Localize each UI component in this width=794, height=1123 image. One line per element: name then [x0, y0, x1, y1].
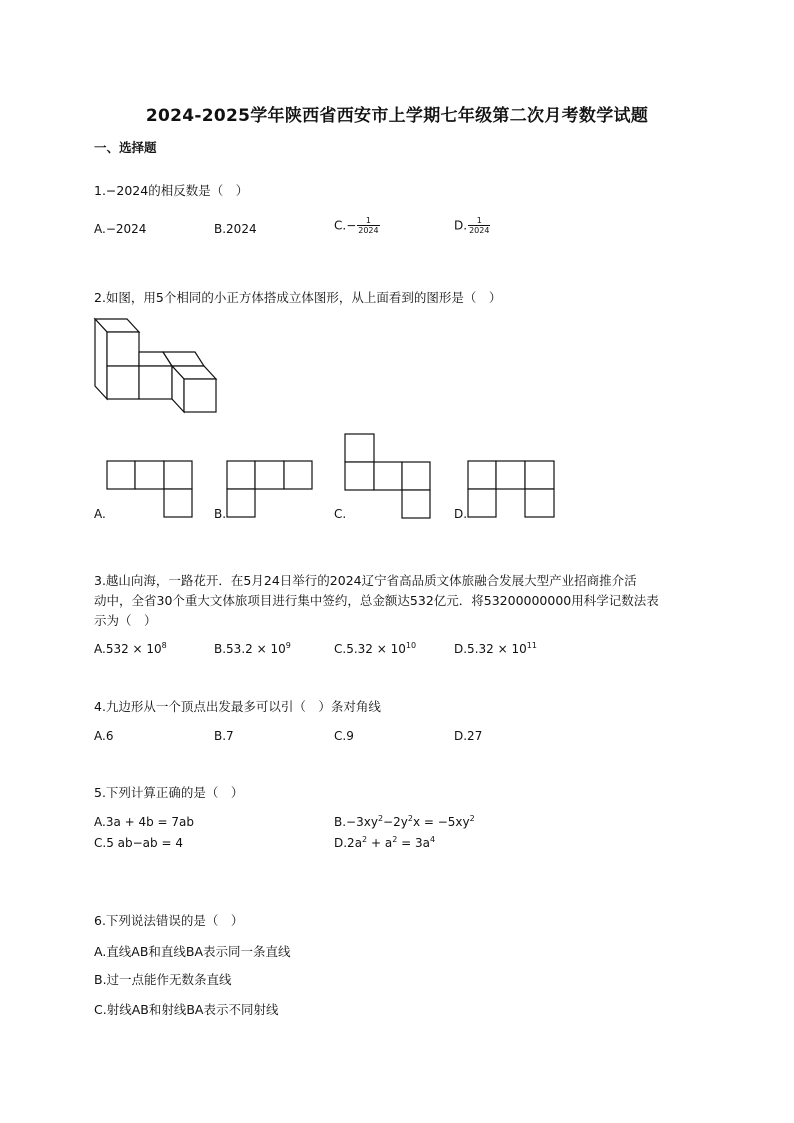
- option-text: D.5.32 × 10: [454, 642, 527, 656]
- question-2-option-b: B.: [214, 507, 227, 521]
- option-d-prefix: D.: [454, 218, 468, 233]
- question-3-line-2: 动中，全省30个重大文体旅项目进行集中签约，总金额达532亿元．将53200000000用科学记数法表: [94, 593, 659, 608]
- question-4-option-c: C.9: [334, 729, 354, 743]
- question-4-option-d: D.27: [454, 729, 483, 743]
- term: −2y: [383, 815, 408, 829]
- question-3-option-a: [94, 642, 167, 656]
- term: B.−3xy: [334, 815, 378, 829]
- option-d-figure: [468, 461, 554, 517]
- exponent: 9: [285, 641, 291, 650]
- exponent: 8: [161, 641, 167, 650]
- option-text: B.53.2 × 10: [214, 642, 286, 656]
- option-c-prefix: C.−: [334, 218, 357, 233]
- question-5-option-d: [334, 836, 435, 850]
- cube-front-face: [107, 332, 139, 366]
- exponent: 10: [405, 641, 417, 650]
- exponent: 2: [362, 835, 368, 844]
- question-6-option-a: A.直线AB和直线BA表示同一条直线: [94, 944, 291, 959]
- exponent: 2: [377, 814, 384, 823]
- question-1-option-a: A.−2024: [94, 222, 147, 236]
- option-c-figure: [345, 434, 430, 518]
- cube-front-face: [139, 366, 172, 399]
- cube-front-face: [184, 379, 216, 412]
- exponent: 2: [392, 835, 398, 844]
- question-4-stem: 4.九边形从一个顶点出发最多可以引（ ）条对角线: [94, 699, 381, 714]
- denominator: 2024: [358, 226, 379, 235]
- question-6-option-c: C.射线AB和射线BA表示不同射线: [94, 1002, 279, 1017]
- question-2-option-a: A.: [94, 507, 106, 521]
- question-3-option-d: [454, 642, 537, 656]
- question-5-option-c: C.5 ab−ab = 4: [94, 836, 183, 850]
- question-5-stem: 5.下列计算正确的是（ ）: [94, 785, 244, 800]
- option-a-figure: [107, 461, 192, 517]
- question-6-stem: 6.下列说法错误的是（ ）: [94, 913, 244, 928]
- question-3-line-1: 3.越山向海，一路花开．在5月24日举行的2024辽宁省高品质文体旅融合发展大型产业招商推介活: [94, 573, 637, 588]
- question-6-option-b: B.过一点能作无数条直线: [94, 972, 232, 987]
- exponent: 2: [407, 814, 413, 823]
- exponent: 11: [526, 641, 537, 650]
- term: D.2a: [334, 836, 363, 850]
- question-5-option-a: A.3a + 4b = 7ab: [94, 815, 195, 829]
- exponent: 2: [469, 814, 475, 823]
- option-text: A.532 × 10: [94, 642, 162, 656]
- numerator: 1: [357, 216, 379, 226]
- exponent: 4: [429, 835, 436, 844]
- question-3-line-3: 示为（ ）: [94, 613, 157, 628]
- option-text: C.5.32 × 10: [334, 642, 406, 656]
- question-2-option-c: C.: [334, 507, 347, 521]
- question-4-option-a: A.6: [94, 729, 114, 743]
- option-b-figure: [227, 461, 312, 517]
- question-2-stem: 2.如图，用5个相同的小正方体搭成立体图形，从上面看到的图形是（ ）: [94, 290, 502, 305]
- question-5-option-b: [334, 815, 475, 829]
- denominator: 2024: [469, 226, 490, 235]
- cube-front-face: [107, 366, 139, 399]
- question-4-option-b: B.7: [214, 729, 234, 743]
- question-1-stem: 1.−2024的相反数是（ ）: [94, 183, 249, 198]
- question-3-option-c: [334, 642, 416, 656]
- term: + a: [367, 836, 393, 850]
- section-heading: 一、选择题: [94, 140, 157, 155]
- question-1-option-b: B.2024: [214, 222, 257, 236]
- term: x = −5xy: [412, 815, 470, 829]
- numerator: 1: [468, 216, 490, 226]
- cube-side-face: [95, 319, 107, 399]
- question-3-option-b: [214, 642, 291, 656]
- question-2-option-d: D.: [454, 507, 468, 521]
- term: = 3a: [397, 836, 430, 850]
- page-title: 2024-2025学年陕西省西安市上学期七年级第二次月考数学试题: [145, 106, 649, 126]
